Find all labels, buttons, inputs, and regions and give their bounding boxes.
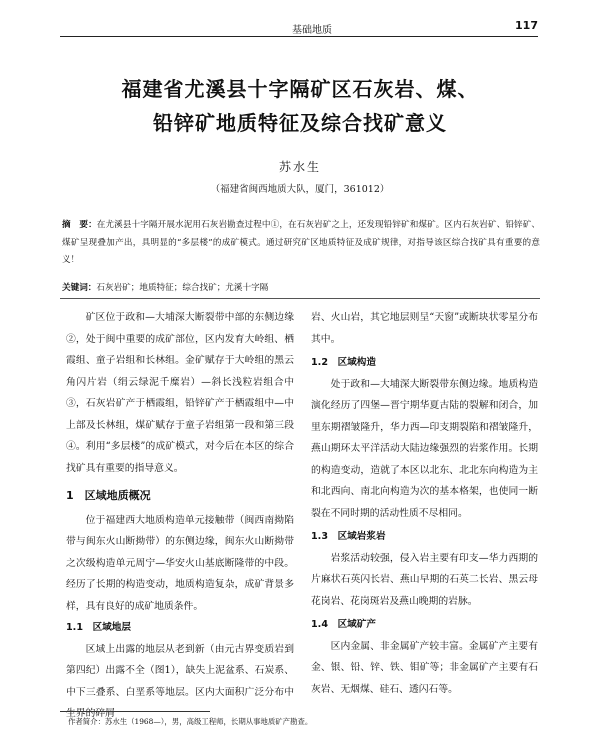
intro-paragraph: 矿区位于政和—大埔深大断裂带中部的东侧边缘②，处于闽中重要的成矿部位，区内发育大岭组、栖霞组、童子岩组和长林组。金矿赋存于大岭组的黑云角闪片岩（绢云绿泥千糜岩）—斜长浅粒岩组合中③，石灰岩矿产于栖霞组，铅锌矿产于栖霞组中—中上部及长林组，煤矿赋存于童子岩组第一段和第三段④。利用“多层楼”的成矿模式，对今后在本区的综合找矿具有重要的指导意义。	[66, 312, 294, 474]
strata-paragraph: 区域上出露的地层从老到新（由元古界变质岩到第四纪）出露不全（图1），缺失上泥盆系、石炭系、中下三叠系、白垩系等地层。区内大面积广泛分布中生界的碎屑	[66, 643, 294, 719]
right-column	[311, 307, 538, 700]
section-heading-1-1: 1.1 区域地层	[66, 622, 131, 633]
page-number: 117	[515, 19, 538, 32]
title-line-1: 福建省尤溪县十字隔矿区石灰岩、煤、	[121, 77, 479, 101]
left-column	[66, 307, 294, 725]
footnote: 作者简介：苏水生（1968—），男，高级工程师，长期从事地质矿产勘查。	[68, 717, 313, 726]
abstract-label: 摘 要：	[62, 220, 97, 230]
section-heading-1-2: 1.2 区域构造	[311, 357, 376, 368]
structure-paragraph: 处于政和—大埔深大断裂带东侧边缘。地质构造演化经历了四堡—晋宁期华夏古陆的裂解和闭合，加里东期褶皱隆升，华力西—印支期裂陷和褶皱隆升，燕山期环太平洋活动大陆边缘强烈的岩浆作用。长期的构造变动，造就了本区以北东、北北东向构造为主和北西向、南北向构造为次的基本格架，也使同一断裂在不同时期的活动性质不尽相同。	[311, 378, 538, 519]
paper-title	[40, 72, 560, 140]
footnote-divider	[60, 711, 210, 712]
keywords-text: 石灰岩矿；地质特征；综合找矿；尤溪十字隔	[96, 283, 269, 293]
abstract	[62, 217, 540, 270]
section-heading-1-4: 1.4 区域矿产	[311, 619, 376, 630]
mineral-paragraph: 区内金属、非金属矿产较丰富。金属矿产主要有金、银、铅、锌、铁、钼矿等；非金属矿产主要有石灰岩、无烟煤、硅石、透闪石等。	[311, 640, 538, 695]
keywords-label: 关键词：	[62, 283, 97, 293]
strata-continued-paragraph: 岩、火山岩，其它地层则呈“天窗”或断块状零星分布其中。	[311, 312, 538, 345]
running-header	[60, 18, 538, 37]
journal-name: 基础地质	[292, 25, 332, 36]
magmatic-paragraph: 岩浆活动较强，侵入岩主要有印支—华力西期的片麻状石英闪长岩、燕山早期的石英二长岩、黑云母花岗岩、花岗斑岩及燕山晚期的岩脉。	[311, 552, 538, 607]
section-heading-1: 1 区域地质概况	[66, 489, 151, 502]
affiliation: （福建省闽西地质大队，厦门，361012）	[210, 184, 390, 195]
section-heading-1-3: 1.3 区域岩浆岩	[311, 531, 386, 542]
author: 苏水生	[278, 160, 321, 174]
divider	[60, 298, 540, 299]
keywords	[62, 281, 540, 293]
abstract-text: 在尤溪县十字隔开展水泥用石灰岩勘查过程中①，在石灰岩矿之上，还发现铅锌矿和煤矿。区内石灰岩矿、铅锌矿、煤矿呈现叠加产出，具明显的“多层楼”的成矿模式。通过研究矿区地质特征及成矿规律，对指导该区综合找矿具有重要的意义！	[62, 220, 540, 265]
title-line-2: 铅锌矿地质特征及综合找矿意义	[153, 111, 447, 135]
regional-geology-paragraph: 位于福建西大地质构造单元接触带（闽西南拗陷带与闽东火山断拗带）的东侧边缘，闽东火山断拗带之次级构造单元周宁—华安火山基底断隆带的中段。经历了长期的构造变动，地质构造复杂，成矿背景多样，具有良好的成矿地质条件。	[66, 514, 294, 612]
